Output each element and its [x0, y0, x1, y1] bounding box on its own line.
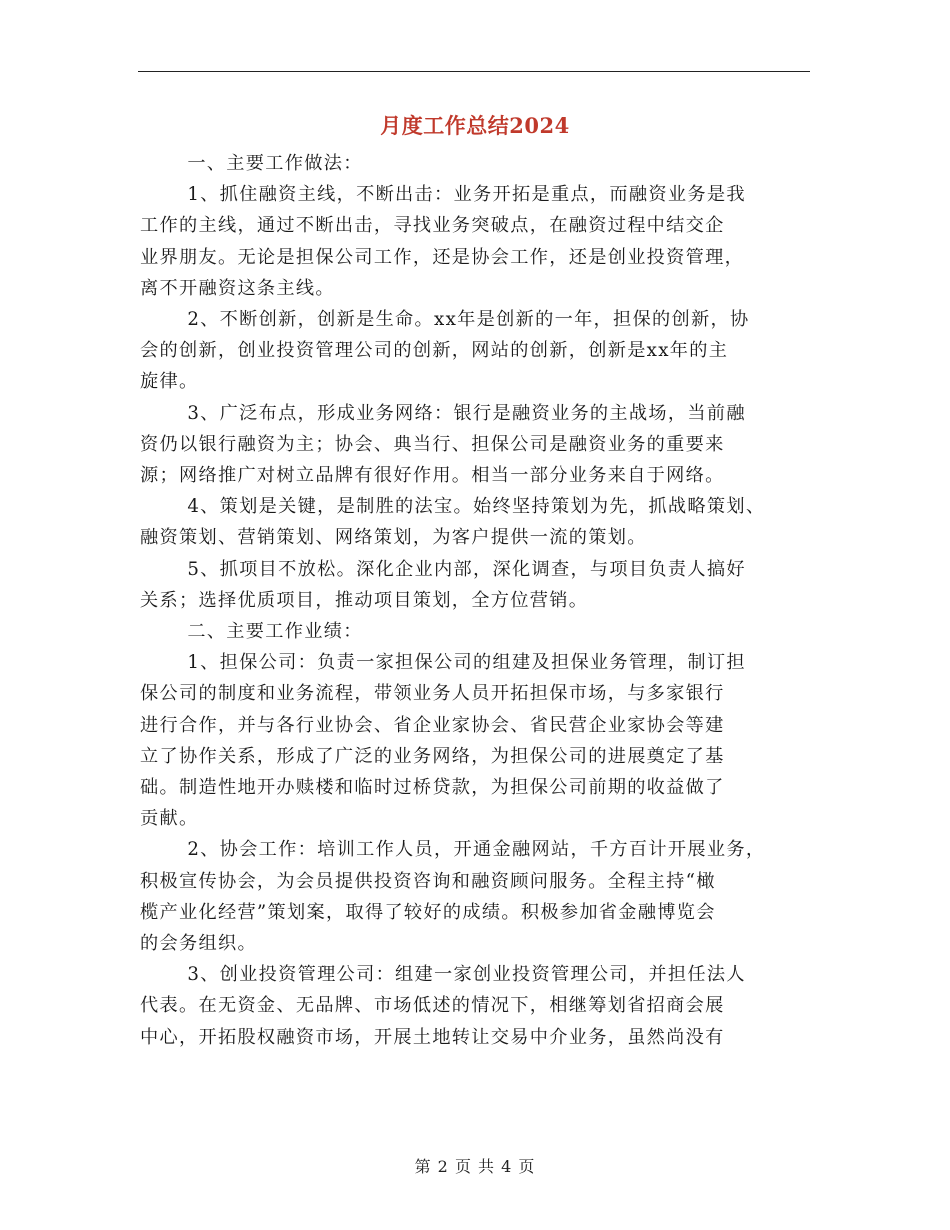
- text-line: 贡献。: [140, 808, 199, 830]
- text-line: 积极宣传协会，为会员提供投资咨询和融资顾问服务。全程主持“橄: [140, 870, 716, 892]
- text-line: 3、创业投资管理公司：组建一家创业投资管理公司，并担任法人: [187, 964, 746, 986]
- text-line: 资仍以银行融资为主；协会、典当行、担保公司是融资业务的重要来: [140, 433, 725, 455]
- paragraph-planning: [140, 491, 812, 553]
- text-line: 源；网络推广对树立品牌有很好作用。相当一部分业务来自于网络。: [140, 465, 725, 487]
- text-line: 础。制造性地开办赎楼和临时过桥贷款，为担保公司前期的收益做了: [140, 777, 725, 799]
- paragraph-innovation: [140, 304, 812, 398]
- text-line: 关系；选择优质项目，推动项目策划，全方位营销。: [140, 589, 589, 611]
- text-line: 1、抓住融资主线，不断出击：业务开拓是重点，而融资业务是我: [187, 184, 746, 206]
- text-line: 的会务组织。: [140, 933, 257, 955]
- text-line: 榄产业化经营”策划案，取得了较好的成绩。积极参加省金融博览会: [140, 901, 716, 923]
- header-rule: [138, 71, 810, 72]
- paragraph-guarantee-company: [140, 647, 812, 834]
- text-line: 保公司的制度和业务流程，带领业务人员开拓担保市场，与多家银行: [140, 683, 725, 705]
- paragraph-network: [140, 398, 812, 492]
- document-body: [140, 148, 812, 1053]
- text-line: 4、策划是关键，是制胜的法宝。始终坚持策划为先，抓战略策划、: [187, 496, 766, 518]
- text-line: 进行合作，并与各行业协会、省企业家协会、省民营企业家协会等建: [140, 714, 725, 736]
- text-line: 2、不断创新，创新是生命。xx年是创新的一年，担保的创新，协: [187, 309, 750, 331]
- text-line: 代表。在无资金、无品牌、市场低述的情况下，相继筹划省招商会展: [140, 995, 725, 1017]
- paragraph-heading-methods: [140, 148, 812, 179]
- text-line: 融资策划、营销策划、网络策划，为客户提供一流的策划。: [140, 527, 647, 549]
- text-line: 业界朋友。无论是担保公司工作，还是协会工作，还是创业投资管理，: [140, 246, 745, 268]
- text-line: 立了协作关系，形成了广泛的业务网络，为担保公司的进展奠定了基: [140, 745, 725, 767]
- text-line: 二、主要工作业绩：: [187, 621, 363, 643]
- text-line: 3、广泛布点，形成业务网络：银行是融资业务的主战场，当前融: [187, 402, 746, 424]
- text-line: 会的创新，创业投资管理公司的创新，网站的创新，创新是xx年的主: [140, 340, 729, 362]
- text-line: 1、担保公司：负责一家担保公司的组建及担保业务管理，制订担: [187, 652, 746, 674]
- paragraph-projects: [140, 554, 812, 616]
- text-line: 5、抓项目不放松。深化企业内部，深化调查，与项目负责人搞好: [187, 558, 746, 580]
- paragraph-heading-achievements: [140, 616, 812, 647]
- document-title: 月度工作总结2024: [380, 113, 570, 138]
- text-line: 工作的主线，通过不断出击，寻找业务突破点，在融资过程中结交企: [140, 215, 725, 237]
- text-line: 2、协会工作：培训工作人员，开通金融网站，千方百计开展业务，: [187, 839, 766, 861]
- text-line: 中心，开拓股权融资市场，开展土地转让交易中介业务，虽然尚没有: [140, 1026, 725, 1048]
- paragraph-association: [140, 834, 812, 959]
- text-line: 旋律。: [140, 371, 199, 393]
- paragraph-financing: [140, 179, 812, 304]
- page-number: 第 2 页 共 4 页: [414, 1157, 536, 1176]
- text-line: 离不开融资这条主线。: [140, 277, 335, 299]
- text-line: 一、主要工作做法：: [187, 153, 363, 174]
- paragraph-venture-capital: [140, 959, 812, 1053]
